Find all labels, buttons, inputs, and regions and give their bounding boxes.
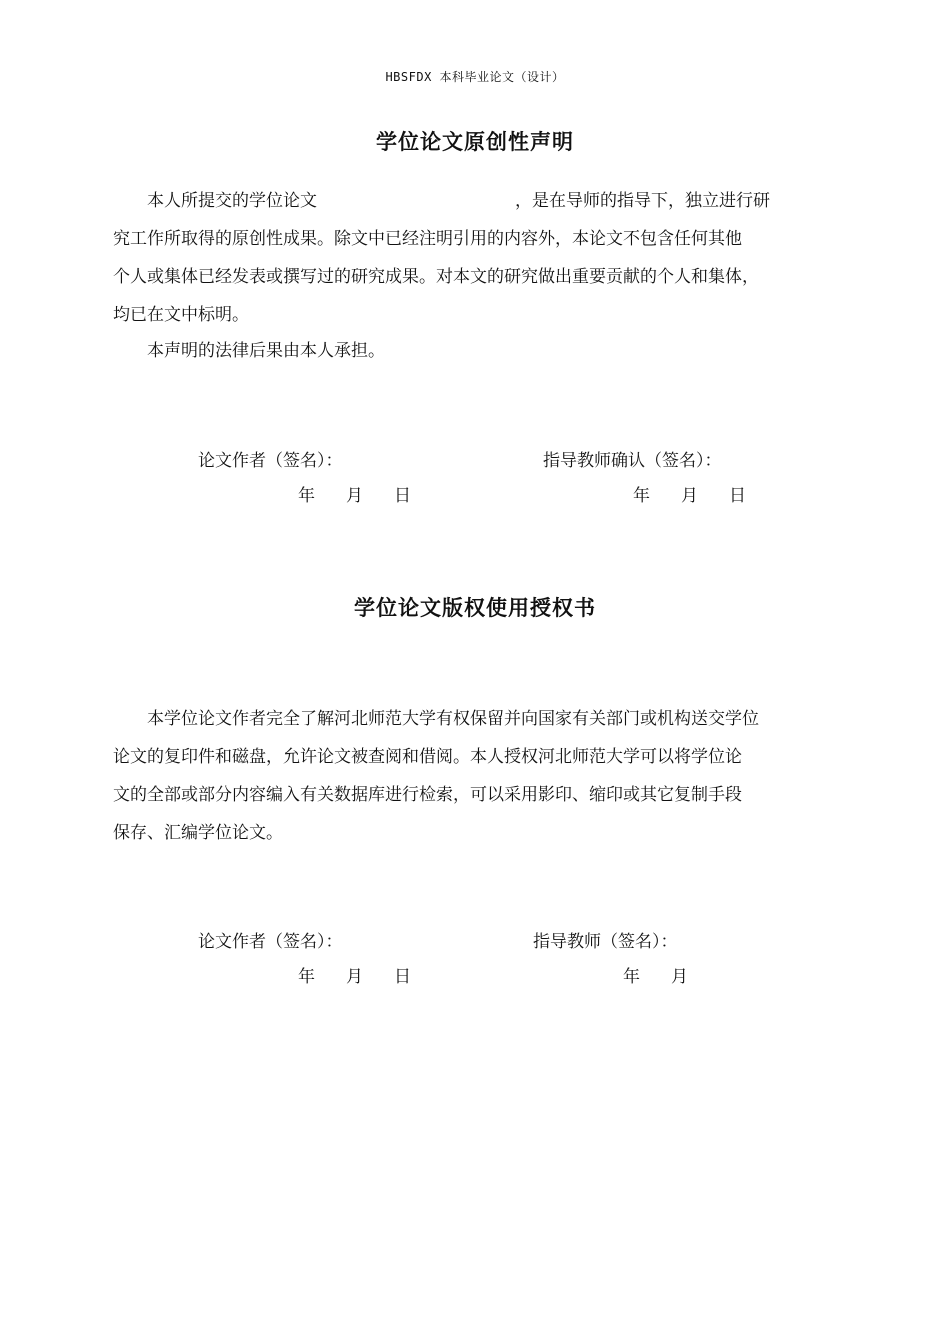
authorization-title: 学位论文版权使用授权书 — [354, 596, 596, 620]
declaration-title: 学位论文原创性声明 — [376, 130, 574, 154]
declaration-line-3: 个人或集体已经发表或撰写过的研究成果。对本文的研究做出重要贡献的个人和集体， — [113, 267, 759, 287]
declaration-paragraph — [113, 188, 837, 340]
authorization-paragraph — [113, 706, 837, 858]
author-date-year: 年 — [298, 486, 315, 506]
author-date-month: 月 — [346, 486, 363, 506]
declaration-lead-text: 本人所提交的学位论文 — [147, 191, 317, 211]
auth-author-date-year: 年 — [298, 967, 315, 987]
authorization-line-1: 本学位论文作者完全了解河北师范大学有权保留并向国家有关部门或机构送交学位 — [147, 709, 759, 729]
declaration-line-2: 究工作所取得的原创性成果。除文中已经注明引用的内容外，本论文不包含任何其他 — [113, 229, 742, 249]
declaration-author-signature-label: 论文作者（签名）： — [198, 451, 343, 471]
authorization-line-3: 文的全部或部分内容编入有关数据库进行检索，可以采用影印、缩印或其它复制手段 — [113, 785, 742, 805]
authorization-author-signature-label: 论文作者（签名）： — [198, 932, 343, 952]
thesis-title-blank[interactable] — [317, 193, 515, 211]
running-header: HBSFDX 本科毕业论文（设计） — [385, 70, 565, 84]
declaration-date-row — [0, 481, 950, 505]
auth-author-date-month: 月 — [346, 967, 363, 987]
authorization-line-2: 论文的复印件和磁盘，允许论文被查阅和借阅。本人授权河北师范大学可以将学位论 — [113, 747, 742, 767]
authorization-line-4: 保存、汇编学位论文。 — [113, 823, 283, 843]
auth-advisor-date-month: 月 — [671, 967, 688, 987]
declaration-liability-paragraph — [113, 338, 837, 376]
auth-author-date-day: 日 — [394, 967, 411, 987]
declaration-advisor-signature-label: 指导教师确认（签名）： — [543, 451, 722, 471]
author-date-day: 日 — [394, 486, 411, 506]
declaration-line-4: 均已在文中标明。 — [113, 305, 249, 325]
advisor-date-month: 月 — [681, 486, 698, 506]
declaration-liability-text: 本声明的法律后果由本人承担。 — [147, 341, 385, 361]
declaration-after-blank-text: ，是在导师的指导下，独立进行研 — [515, 191, 770, 211]
advisor-date-year: 年 — [633, 486, 650, 506]
authorization-advisor-signature-label: 指导教师（签名）： — [533, 932, 678, 952]
advisor-date-day: 日 — [729, 486, 746, 506]
auth-advisor-date-year: 年 — [623, 967, 640, 987]
declaration-line-1 — [113, 188, 837, 226]
authorization-date-row — [0, 962, 950, 986]
